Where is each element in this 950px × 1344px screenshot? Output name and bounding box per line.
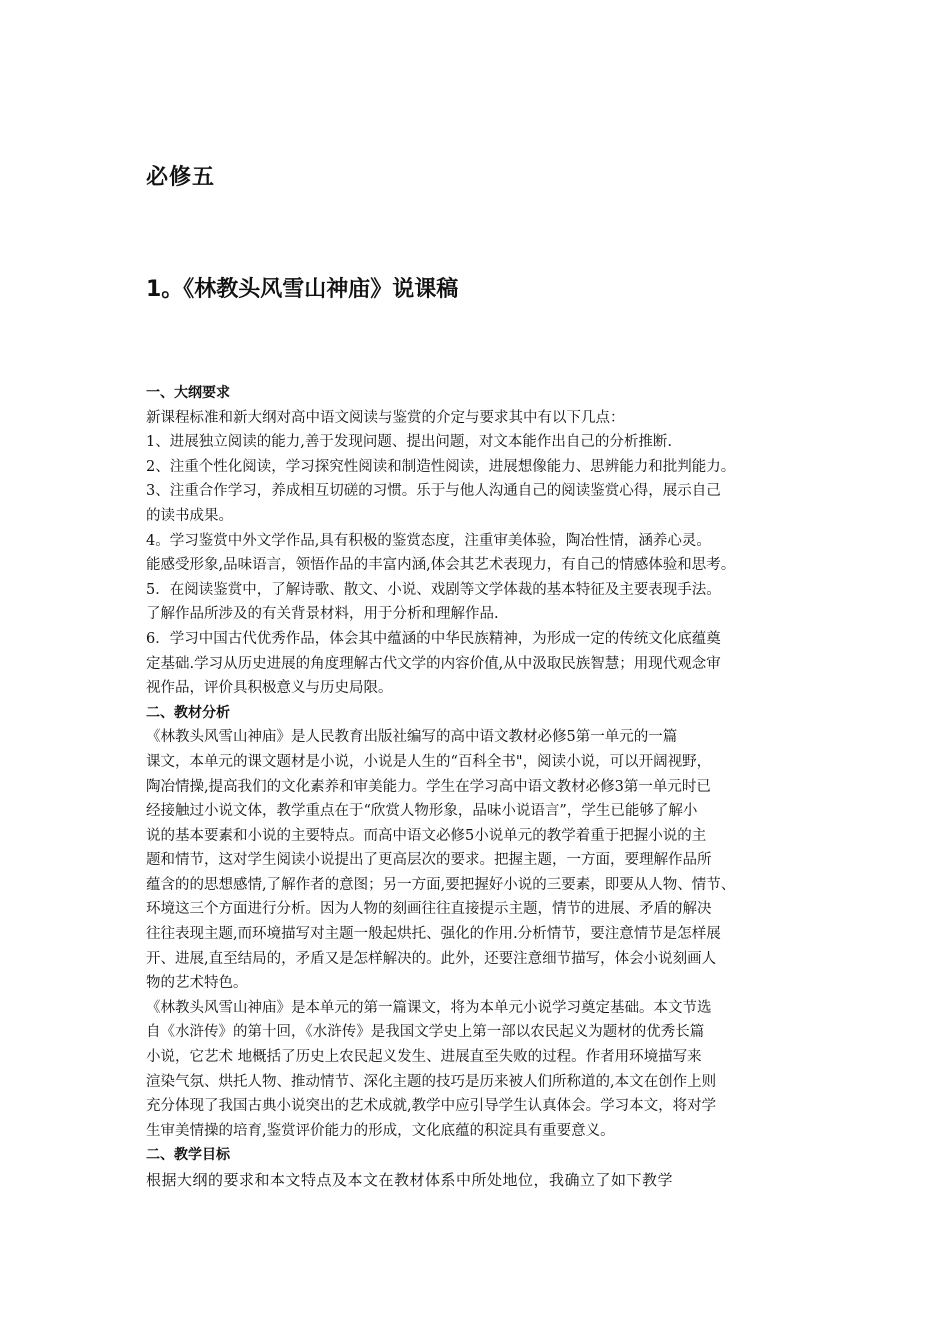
paragraph-line: 根据大纲的要求和本文特点及本文在教材体系中所处地位，我确立了如下教学 (146, 1171, 674, 1189)
paragraph-line: 视作品，评价具积极意义与历史局限。 (146, 680, 393, 697)
section-heading: 一、大纲要求 (146, 385, 230, 401)
paragraph-line: 新课程标准和新大纲对高中语文阅读与鉴赏的介定与要求其中有以下几点： (146, 409, 625, 426)
paragraph-line: 《林教头风雪山神庙》是人民教育出版社编写的高中语文教材必修5第一单元的一篇 (146, 729, 678, 746)
paragraph-line: 能感受形象,品味语言，领悟作品的丰富内涵,体会其艺术表现力，有自己的情感体验和思考。 (146, 557, 736, 574)
paragraph-line: 的读书成果。 (146, 507, 233, 524)
paragraph-line: 6．学习中国古代优秀作品，体会其中蕴涵的中华民族精神，为形成一定的传统文化底蕴奠 (146, 630, 721, 647)
paragraph-line: 自《水浒传》的第十回，《水浒传》是我国文学史上第一部以农民起义为题材的优秀长篇 (146, 1024, 705, 1041)
lesson-title: 1。《林教头风雪山神庙》说课稿 (146, 277, 459, 302)
paragraph-line: 蕴含的的思想感情,了解作者的意图；另一方面,要把握好小说的三要素，即要从人物、情节、 (146, 876, 736, 893)
paragraph-line: 说的基本要素和小说的主要特点。而高中语文必修5小说单元的教学着重于把握小说的主 (146, 827, 707, 844)
paragraph-line: 《林教头风雪山神庙》是本单元的第一篇课文，将为本单元小说学习奠定基础。本文节选 (146, 999, 712, 1016)
paragraph-line: 定基础.学习从历史进展的角度理解古代文学的内容价值,从中汲取民族智慧；用现代观念审 (146, 655, 721, 672)
paragraph-line: 小说，它艺术 地概括了历史上农民起义发生、进展直至失败的过程。作者用环境描写来 (146, 1049, 702, 1066)
paragraph-line: 环境这三个方面进行分析。因为人物的刻画往往直接提示主题，情节的进展、矛盾的解决 (146, 901, 712, 918)
section-heading: 二、教材分析 (146, 704, 230, 721)
paragraph-line: 陶冶情操,提高我们的文化素养和审美能力。学生在学习高中语文教材必修3第一单元时已 (146, 778, 711, 795)
paragraph-line: 5．在阅读鉴赏中，了解诗歌、散文、小说、戏剧等文学体裁的基本特征及主要表现手法。 (146, 581, 721, 598)
volume-title: 必修五 (146, 165, 216, 190)
paragraph-line: 生审美情操的培育,鉴赏评价能力的形成，文化底蕴的积淀具有重要意义。 (146, 1122, 615, 1139)
document-body (146, 381, 826, 1193)
paragraph-line: 渲染气氛、烘托人物、推动情节、深化主题的技巧是历来被人们所称道的,本文在创作上则 (146, 1073, 717, 1090)
paragraph-line: 3、注重合作学习，养成相互切磋的习惯。乐于与他人沟通自己的阅读鉴赏心得，展示自己 (146, 483, 721, 500)
paragraph-line: 往往表现主题,而环境描写对主题一般起烘托、强化的作用.分析情节，要注意情节是怎样展 (146, 926, 721, 943)
section-heading: 二、教学目标 (146, 1147, 230, 1164)
paragraph-line: 2、注重个性化阅读，学习探究性阅读和制造性阅读，进展想像能力、思辨能力和批判能力。 (146, 458, 736, 475)
paragraph-line: 经接触过小说文体，教学重点在于“欣赏人物形象，品味小说语言”，学生已能够了解小 (146, 803, 698, 820)
paragraph-line: 1、进展独立阅读的能力,善于发现问题、提出问题，对文本能作出自己的分析推断. (146, 434, 672, 451)
paragraph-line: 开、进展,直至结局的，矛盾又是怎样解决的。此外，还要注意细节描写，体会小说刻画人 (146, 950, 717, 967)
paragraph-line: 物的艺术特色。 (146, 975, 248, 992)
paragraph-line: 4。学习鉴赏中外文学作品,具有积极的鉴赏态度，注重审美体验，陶冶性情，涵养心灵。 (146, 532, 711, 549)
paragraph-line: 充分体现了我国古典小说突出的艺术成就,教学中应引导学生认真体会。学习本文，将对学 (146, 1098, 717, 1115)
paragraph-line: 题和情节，这对学生阅读小说提出了更高层次的要求。把握主题，一方面，要理解作品所 (146, 852, 712, 869)
paragraph-line: 了解作品所涉及的有关背景材料，用于分析和理解作品. (146, 606, 499, 623)
paragraph-line: 课文，本单元的课文题材是小说，小说是人生的“百科全书"，阅读小说，可以开阔视野， (146, 753, 712, 770)
